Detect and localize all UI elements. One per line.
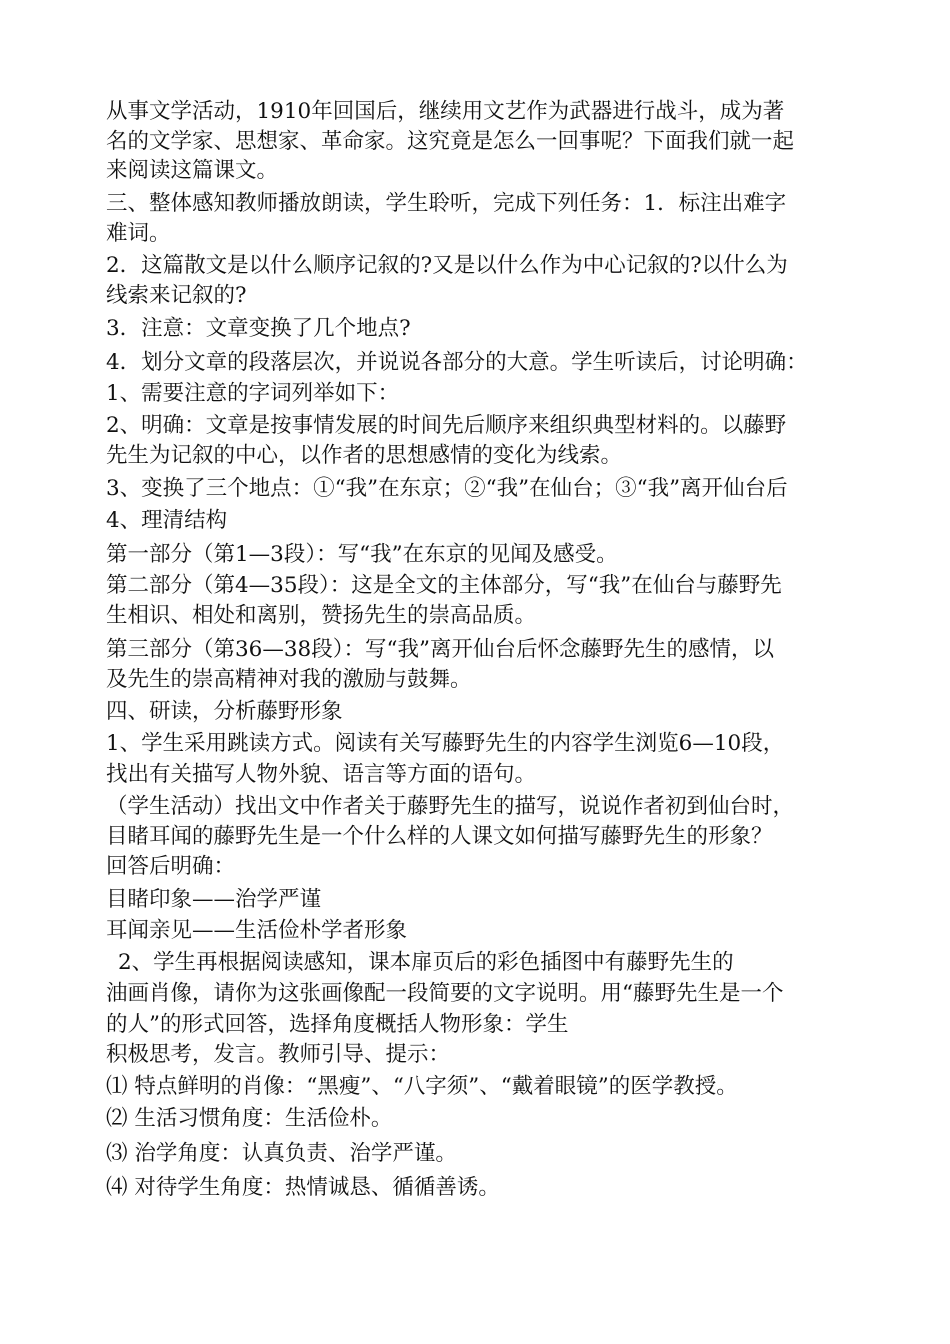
text-line: 油画肖像，请你为这张画像配一段简要的文字说明。用“藤野先生是一个 <box>106 981 784 1006</box>
text-line: ⑵ 生活习惯角度：生活俭朴。 <box>106 1106 393 1131</box>
text-line: 线索来记叙的? <box>106 283 247 308</box>
text-line: 及先生的崇高精神对我的激励与鼓舞。 <box>106 667 472 692</box>
text-line: 4、理清结构 <box>106 508 228 533</box>
text-line: 1、学生采用跳读方式。阅读有关写藤野先生的内容学生浏览6—10段， <box>106 731 785 756</box>
text-line: ⑶ 治学角度：认真负责、治学严谨。 <box>106 1141 457 1166</box>
text-line: 2．这篇散文是以什么顺序记叙的?又是以什么作为中心记叙的?以什么为 <box>106 253 788 278</box>
text-line: （学生活动）找出文中作者关于藤野先生的描写，说说作者初到仙台时， <box>106 794 795 819</box>
text-line: 2、学生再根据阅读感知，课本扉页后的彩色插图中有藤野先生的 <box>118 950 734 975</box>
text-line: 1、需要注意的字词列举如下： <box>106 381 400 406</box>
text-line: 积极思考，发言。教师引导、提示： <box>106 1042 451 1067</box>
text-line: 目睹耳闻的藤野先生是一个什么样的人课文如何描写藤野先生的形象？ <box>106 824 773 849</box>
text-line: 先生为记叙的中心，以作者的思想感情的变化为线索。 <box>106 443 623 468</box>
text-line: 三、整体感知教师播放朗读，学生聆听，完成下列任务：1．标注出难字 <box>106 191 787 216</box>
text-line: 耳闻亲见——生活俭朴学者形象 <box>106 918 408 943</box>
text-line: ⑴ 特点鲜明的肖像：“黑瘦”、“八字须”、“戴着眼镜”的医学教授。 <box>106 1074 738 1099</box>
text-line: 找出有关描写人物外貌、语言等方面的语句。 <box>106 762 537 787</box>
text-line: 第三部分（第36—38段）：写“我”离开仙台后怀念藤野先生的感情，以 <box>106 637 774 662</box>
text-line: 目睹印象——治学严谨 <box>106 887 322 912</box>
text-line: ⑷ 对待学生角度：热情诚恳、循循善诱。 <box>106 1175 500 1200</box>
text-line: 第一部分（第1—3段）：写“我”在东京的见闻及感受。 <box>106 542 618 567</box>
text-line: 难词。 <box>106 221 171 246</box>
text-line: 来阅读这篇课文。 <box>106 158 279 183</box>
text-line: 3、变换了三个地点：①“我”在东京；②“我”在仙台；③“我”离开仙台后 <box>106 476 788 501</box>
text-line: 3．注意：文章变换了几个地点? <box>106 316 411 341</box>
text-line: 生相识、相处和离别，赞扬先生的崇高品质。 <box>106 603 537 628</box>
text-line: 4．划分文章的段落层次，并说说各部分的大意。学生听读后，讨论明确： <box>106 350 808 375</box>
text-line: 名的文学家、思想家、革命家。这究竟是怎么一回事呢？下面我们就一起 <box>106 129 795 154</box>
text-line: 四、研读，分析藤野形象 <box>106 699 343 724</box>
text-line: 回答后明确： <box>106 854 236 879</box>
text-line: 从事文学活动，1910年回国后，继续用文艺作为武器进行战斗，成为著 <box>106 99 785 124</box>
text-line: 第二部分（第4—35段）：这是全文的主体部分，写“我”在仙台与藤野先 <box>106 573 782 598</box>
text-line: 2、明确：文章是按事情发展的时间先后顺序来组织典型材料的。以藤野 <box>106 413 787 438</box>
text-line: 的人”的形式回答，选择角度概括人物形象：学生 <box>106 1012 569 1037</box>
